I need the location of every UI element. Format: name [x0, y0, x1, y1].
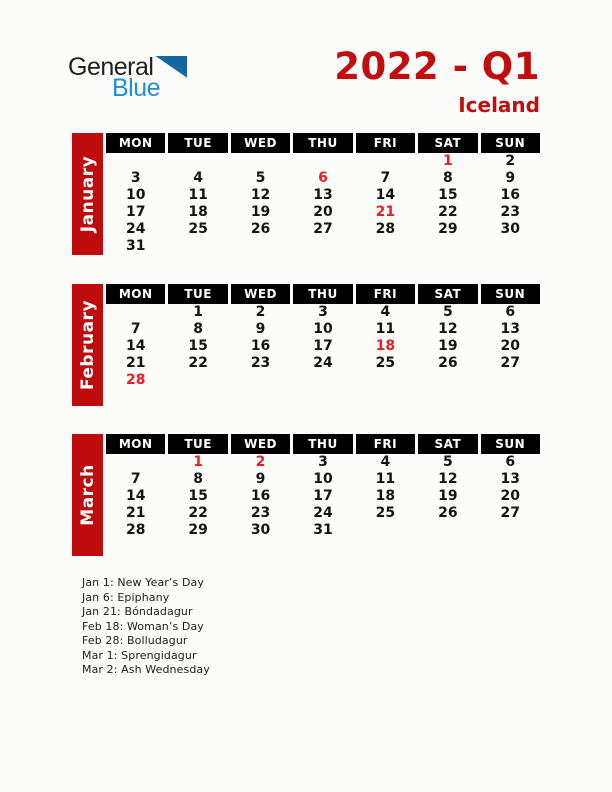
day-cell: 16	[250, 488, 271, 504]
day-cell-empty	[293, 238, 352, 255]
month-block	[72, 133, 540, 255]
day-cell: 3	[130, 170, 141, 186]
day-cell: 4	[380, 304, 391, 320]
day-cell-empty	[356, 372, 415, 389]
day-cell-empty	[168, 238, 227, 255]
day-cell: 19	[438, 338, 458, 354]
day-cell: 5	[442, 454, 453, 470]
day-header-cell: SUN	[481, 434, 540, 454]
day-header-cell: WED	[231, 133, 290, 153]
day-header-cell: SAT	[418, 133, 477, 153]
week-row	[106, 153, 540, 170]
week-row	[106, 522, 540, 539]
day-header-cell: SAT	[418, 284, 477, 304]
day-cell: 25	[375, 505, 396, 521]
month-label: February	[77, 299, 98, 391]
day-header-cell: MON	[106, 434, 165, 454]
day-cell: 2	[255, 454, 266, 470]
week-row	[106, 321, 540, 338]
day-cell: 15	[188, 338, 208, 354]
day-cell: 8	[442, 170, 453, 186]
day-header-cell: THU	[293, 133, 352, 153]
week-row	[106, 221, 540, 238]
month-block	[72, 434, 540, 556]
day-cell-empty	[356, 539, 415, 556]
day-cell: 14	[125, 488, 146, 504]
day-cell: 21	[125, 355, 146, 371]
day-header-cell: THU	[293, 284, 352, 304]
logo	[68, 54, 187, 100]
week-row	[106, 187, 540, 204]
day-cell: 29	[188, 522, 208, 538]
day-header-cell: MON	[106, 133, 165, 153]
day-cell: 8	[193, 471, 203, 487]
day-cell: 7	[130, 471, 141, 487]
day-cell-empty	[293, 372, 352, 389]
day-cell: 22	[188, 505, 208, 521]
month-grid	[106, 284, 540, 406]
day-cell: 31	[313, 522, 333, 538]
title-block	[334, 46, 540, 118]
day-cell: 12	[250, 187, 271, 203]
day-cell: 9	[255, 321, 266, 337]
day-cell: 4	[193, 170, 203, 186]
week-row	[106, 338, 540, 355]
week-row	[106, 372, 540, 389]
day-cell: 5	[442, 304, 453, 320]
month-label: March	[77, 464, 98, 526]
logo-word-blue: Blue	[112, 74, 161, 102]
day-cell-empty	[106, 454, 165, 471]
month-label: January	[77, 155, 98, 233]
dow-row	[106, 284, 540, 304]
day-cell: 10	[313, 471, 333, 487]
day-cell: 9	[505, 170, 516, 186]
logo-triangle-icon	[155, 56, 187, 78]
day-cell: 17	[125, 204, 146, 220]
day-cell: 16	[500, 187, 520, 203]
day-cell: 17	[313, 338, 333, 354]
day-cell: 20	[500, 338, 520, 354]
day-cell: 24	[125, 221, 146, 237]
day-cell-empty	[231, 372, 290, 389]
day-cell: 16	[250, 338, 271, 354]
day-cell: 9	[255, 471, 266, 487]
day-cell-empty	[481, 539, 540, 556]
week-row	[106, 454, 540, 471]
day-cell-empty	[356, 153, 415, 170]
day-cell: 17	[313, 488, 333, 504]
day-cell: 2	[505, 153, 516, 169]
day-header-cell: WED	[231, 284, 290, 304]
day-cell: 13	[500, 321, 520, 337]
month-bar	[72, 434, 103, 556]
day-header-cell: THU	[293, 434, 352, 454]
day-cell: 18	[188, 204, 208, 220]
day-cell: 23	[250, 505, 271, 521]
day-cell-empty	[418, 539, 477, 556]
day-cell-empty	[168, 153, 227, 170]
day-header-cell: TUE	[168, 434, 227, 454]
day-cell: 6	[318, 170, 328, 186]
week-row	[106, 505, 540, 522]
day-cell: 25	[188, 221, 208, 237]
day-cell: 1	[442, 153, 453, 169]
day-cell: 29	[438, 221, 458, 237]
day-cell: 22	[188, 355, 208, 371]
page-title: 2022 - Q1	[334, 45, 540, 88]
day-cell: 19	[438, 488, 458, 504]
day-cell: 27	[313, 221, 333, 237]
month-grid	[106, 133, 540, 255]
day-cell: 14	[375, 187, 396, 203]
day-cell-empty	[293, 389, 352, 406]
day-cell: 8	[193, 321, 203, 337]
day-cell: 19	[250, 204, 271, 220]
day-header-cell: MON	[106, 284, 165, 304]
month-body	[106, 454, 540, 556]
day-cell: 12	[438, 321, 458, 337]
dow-row	[106, 434, 540, 454]
day-cell: 15	[438, 187, 458, 203]
day-cell: 7	[130, 321, 141, 337]
week-row	[106, 355, 540, 372]
day-cell-empty	[481, 389, 540, 406]
day-cell: 11	[375, 471, 396, 487]
day-cell: 5	[255, 170, 266, 186]
month-bar	[72, 133, 103, 255]
day-cell-empty	[418, 372, 477, 389]
logo-word-general: General	[68, 53, 154, 81]
day-header-cell: TUE	[168, 284, 227, 304]
day-cell-empty	[481, 238, 540, 255]
week-row	[106, 539, 540, 556]
day-cell-empty	[231, 539, 290, 556]
holiday-item: Jan 1: New Year’s Day	[82, 576, 204, 589]
day-cell: 11	[375, 321, 396, 337]
week-row	[106, 471, 540, 488]
week-row	[106, 204, 540, 221]
holiday-item: Mar 2: Ash Wednesday	[82, 663, 210, 676]
day-header-cell: FRI	[356, 284, 415, 304]
month-body	[106, 153, 540, 255]
day-cell-empty	[293, 153, 352, 170]
day-cell: 21	[125, 505, 146, 521]
week-row	[106, 389, 540, 406]
day-cell: 30	[500, 221, 520, 237]
day-cell-empty	[231, 153, 290, 170]
day-cell: 3	[318, 454, 328, 470]
day-cell-empty	[168, 539, 227, 556]
day-cell: 21	[375, 204, 396, 220]
day-cell-empty	[481, 522, 540, 539]
day-cell: 28	[375, 221, 396, 237]
dow-row	[106, 133, 540, 153]
day-header-cell: SUN	[481, 284, 540, 304]
day-cell: 20	[500, 488, 520, 504]
month-bar	[72, 284, 103, 406]
day-cell-empty	[293, 539, 352, 556]
day-cell: 18	[375, 488, 396, 504]
day-cell-empty	[418, 238, 477, 255]
day-cell-empty	[106, 389, 165, 406]
day-header-cell: FRI	[356, 434, 415, 454]
day-cell: 1	[193, 304, 203, 320]
day-cell: 28	[125, 522, 146, 538]
holiday-item: Feb 28: Bolludagur	[82, 634, 188, 647]
day-cell: 25	[375, 355, 396, 371]
day-cell: 12	[438, 471, 458, 487]
day-cell-empty	[106, 153, 165, 170]
day-cell: 20	[313, 204, 333, 220]
day-cell: 23	[500, 204, 520, 220]
day-header-cell: WED	[231, 434, 290, 454]
day-cell: 15	[188, 488, 208, 504]
day-cell-empty	[356, 238, 415, 255]
day-cell: 27	[500, 505, 520, 521]
day-cell: 22	[438, 204, 458, 220]
day-header-cell: SAT	[418, 434, 477, 454]
day-cell: 30	[250, 522, 271, 538]
day-cell-empty	[168, 372, 227, 389]
holiday-item: Jan 6: Epiphany	[82, 590, 170, 604]
week-row	[106, 488, 540, 505]
day-cell: 6	[505, 304, 516, 320]
day-cell: 3	[318, 304, 328, 320]
day-cell-empty	[231, 389, 290, 406]
day-header-cell: FRI	[356, 133, 415, 153]
day-cell: 10	[313, 321, 333, 337]
day-cell: 18	[375, 338, 396, 354]
day-cell: 26	[250, 221, 271, 237]
day-cell: 28	[125, 372, 146, 388]
week-row	[106, 170, 540, 187]
day-cell-empty	[418, 522, 477, 539]
day-cell: 2	[255, 304, 266, 320]
day-cell: 1	[193, 454, 203, 470]
day-cell: 7	[380, 170, 391, 186]
day-cell: 27	[500, 355, 520, 371]
day-cell: 14	[125, 338, 146, 354]
holiday-list	[82, 576, 210, 678]
week-row	[106, 238, 540, 255]
month-grid	[106, 434, 540, 556]
day-cell: 23	[250, 355, 271, 371]
day-cell-empty	[168, 389, 227, 406]
day-cell: 13	[500, 471, 520, 487]
month-body	[106, 304, 540, 406]
month-block	[72, 284, 540, 406]
day-header-cell: SUN	[481, 133, 540, 153]
day-cell-empty	[418, 389, 477, 406]
week-row	[106, 304, 540, 321]
day-cell: 24	[313, 355, 333, 371]
holiday-item: Mar 1: Sprengidagur	[82, 648, 197, 662]
day-cell-empty	[106, 539, 165, 556]
holiday-item: Jan 21: Bóndadagur	[82, 605, 193, 618]
day-cell: 24	[313, 505, 333, 521]
day-cell-empty	[356, 522, 415, 539]
day-cell-empty	[481, 372, 540, 389]
day-cell: 6	[505, 454, 516, 470]
day-cell-empty	[356, 389, 415, 406]
country-subtitle: Iceland	[458, 93, 540, 117]
day-cell: 10	[125, 187, 146, 203]
holiday-item: Feb 18: Woman’s Day	[82, 619, 204, 633]
day-cell: 11	[188, 187, 208, 203]
day-cell: 13	[313, 187, 333, 203]
day-cell: 26	[438, 355, 458, 371]
day-cell: 31	[125, 238, 146, 254]
day-cell: 4	[380, 454, 391, 470]
day-cell: 26	[438, 505, 458, 521]
day-cell-empty	[231, 238, 290, 255]
day-cell-empty	[106, 304, 165, 321]
day-header-cell: TUE	[168, 133, 227, 153]
